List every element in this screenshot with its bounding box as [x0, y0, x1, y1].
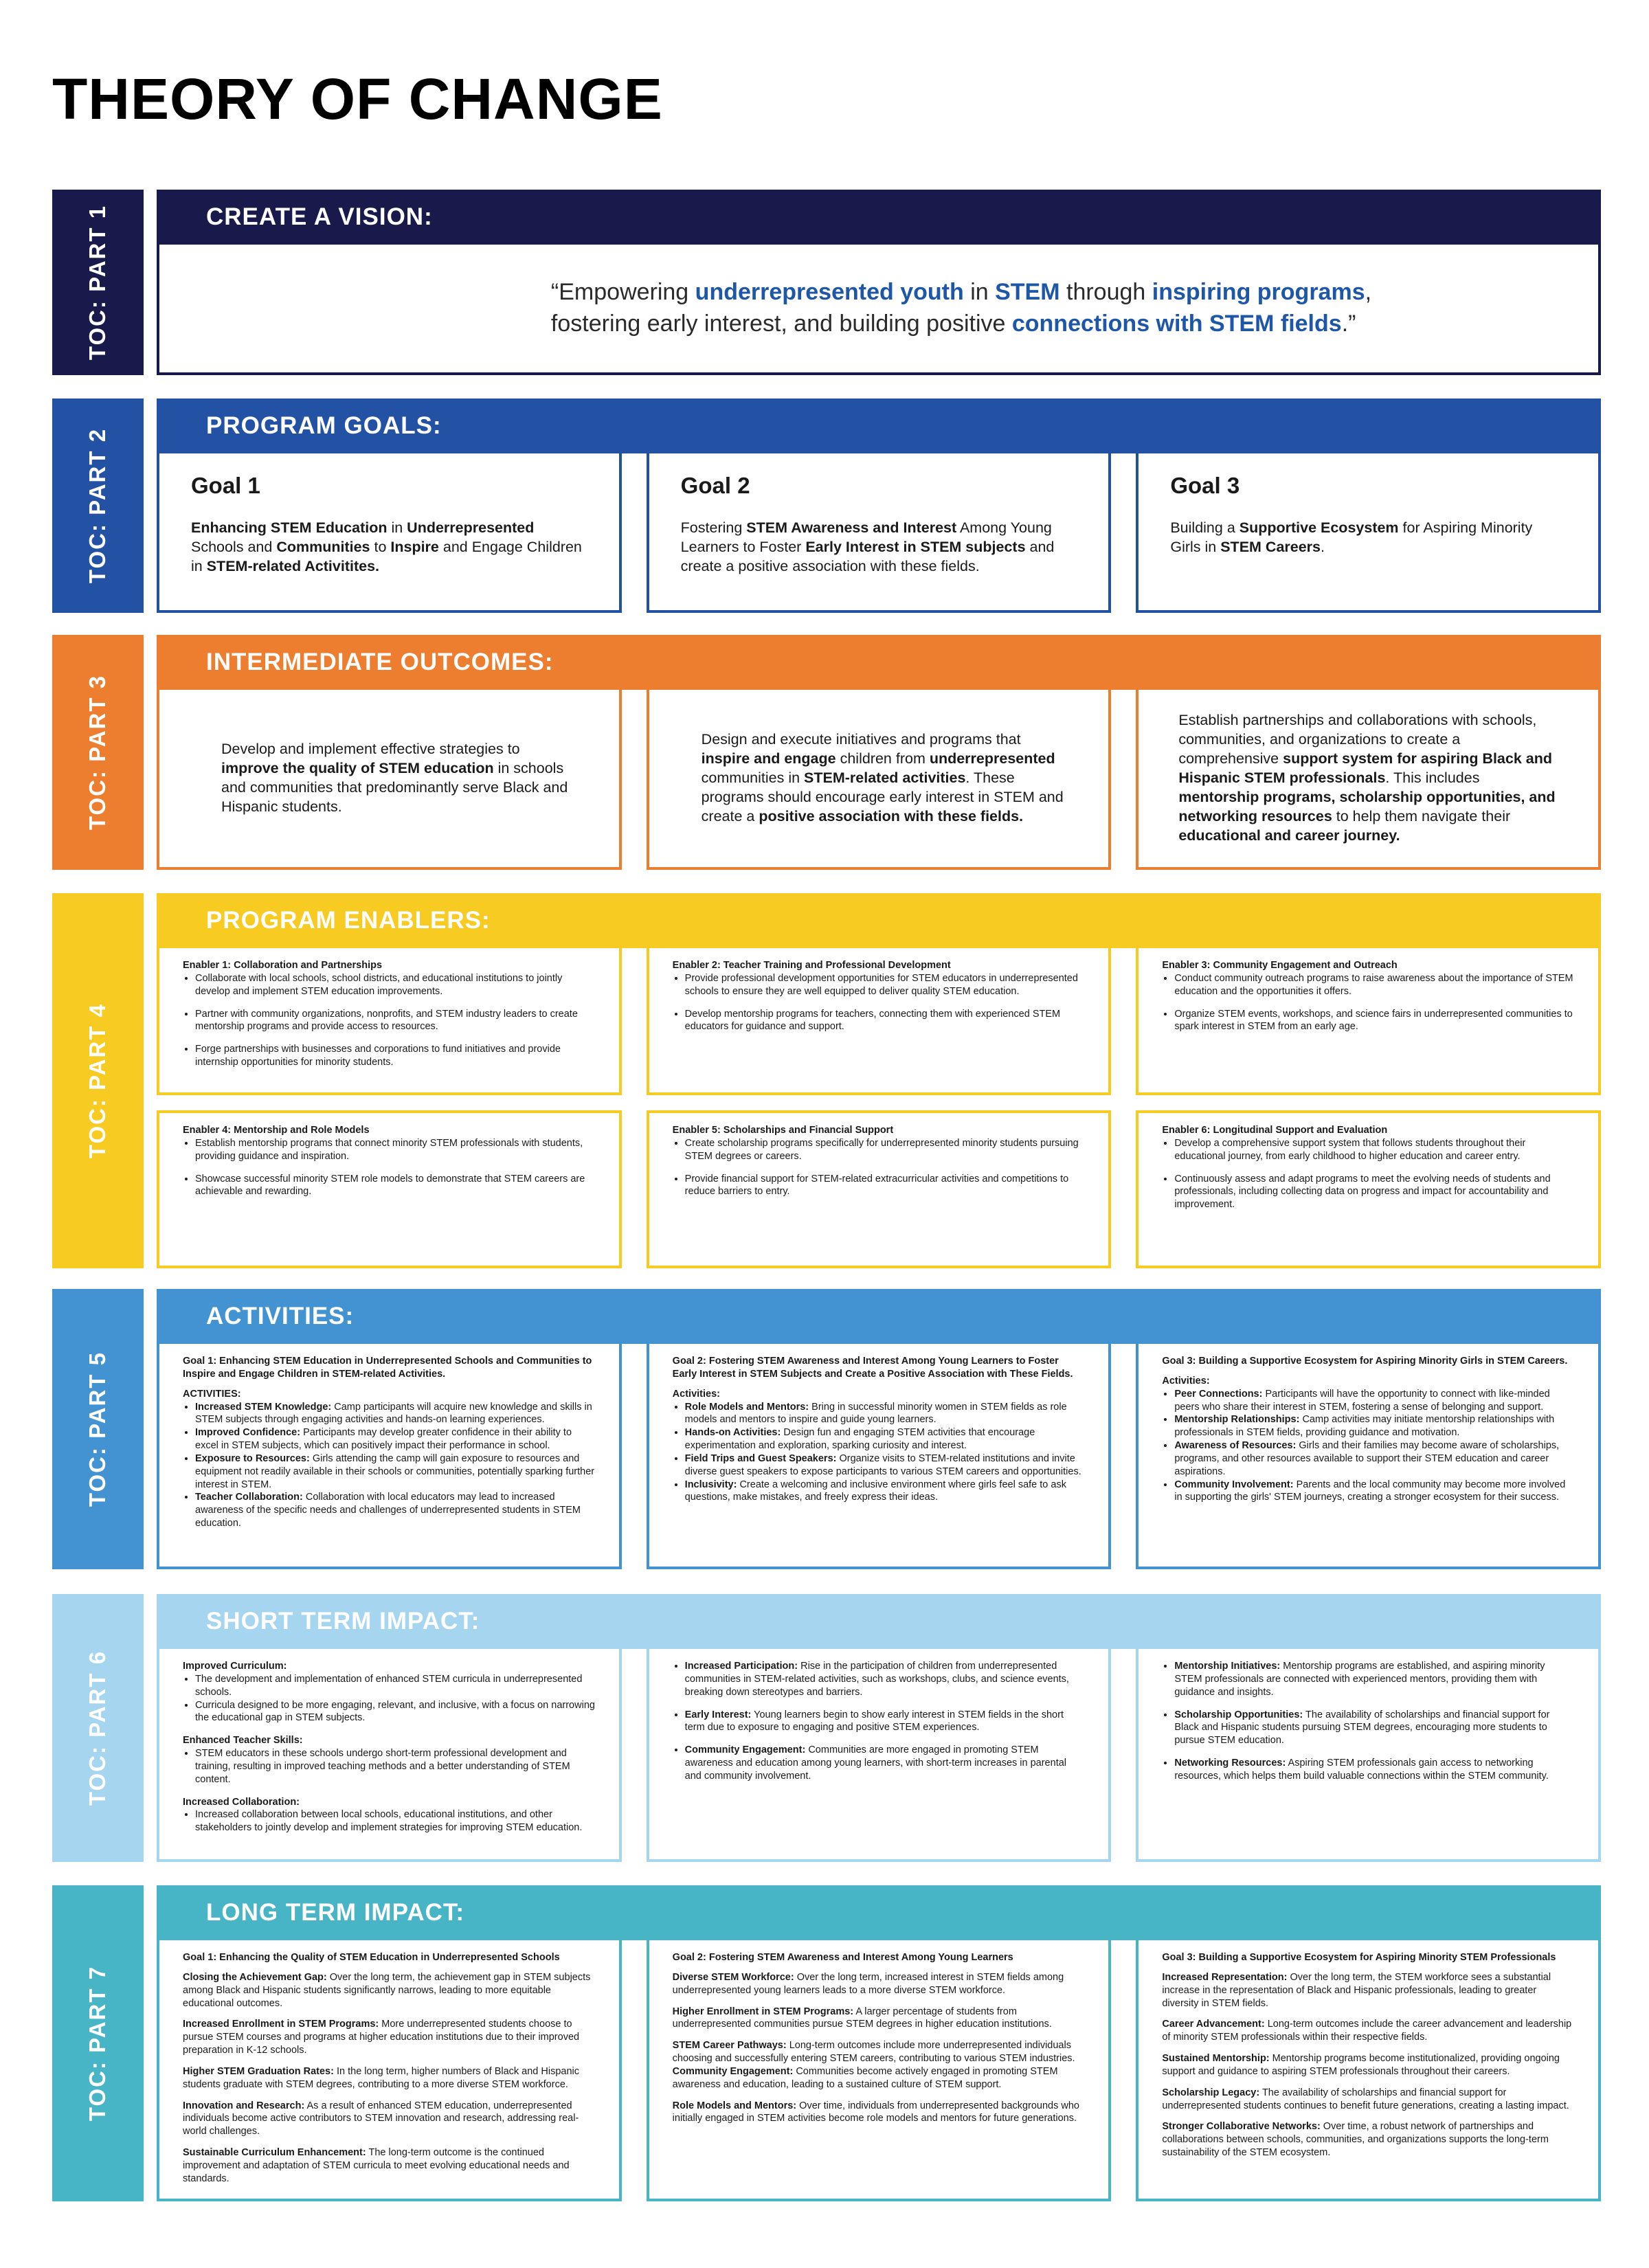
short-term-col-2-card: • Increased Participation: Rise in the participation of children from underrepresented communities in STEM-related activities, such as workshops, clubs, and science events, breaking down stereotypes and barriers. • Early Interest: Young learners begin to show early interest in STEM fields in the short term due to exposure to engaging and positive STEM experiences. • Community Engagement: Communities are more engaged in promoting STEM awareness and education among young learners, with short-term increases in parental and community involvement.: [647, 1649, 1112, 1862]
outcome-3-card: Establish partnerships and collaborations with schools, communities, and organizations to create a comprehensive support system for aspiring Black and Hispanic STEM professionals. This includes mentorship programs, scholarship opportunities, and networking resources to help them navigate their educational and career journey.: [1136, 690, 1601, 870]
toc-part-3: [52, 635, 1601, 870]
part-1-side-label: TOC: PART 1: [52, 190, 144, 375]
short-term-col-3-card: • Mentorship Initiatives: Mentorship programs are established, and aspiring minority STEM professionals are connected with experienced mentors, providing them with guidance and insights. • Scholarship Opportunities: The availability of scholarships and financial support for Black and Hispanic students pursuing STEM degrees, encouraging more students to pursue STEM education. • Networking Resources: Aspiring STEM professionals gain access to networking resources, which helps them build valuable connections within the STEM community.: [1136, 1649, 1601, 1862]
outcome-2-card: Design and execute initiatives and programs that inspire and engage children from underrepresented communities in STEM-related activities. These programs should encourage early interest in STEM and create a positive association with these fields.: [647, 690, 1112, 870]
enabler-5-card: Enabler 5: Scholarships and Financial Support • Create scholarship programs specifically for underrepresented minority students pursuing STEM degrees or careers. • Provide financial support for STEM-related extracurricular activities and competitions to reduce barriers to entry.: [647, 1110, 1112, 1268]
enabler-3-card: Enabler 3: Community Engagement and Outreach • Conduct community outreach programs to raise awareness about the importance of STEM education and the opportunities it offers. • Organize STEM events, workshops, and science fairs in underrepresented communities to spark interest in STEM from an early age.: [1136, 948, 1601, 1095]
toc-part-7: [52, 1885, 1601, 2201]
activities-header: ACTIVITIES:: [157, 1289, 1601, 1344]
short-term-impact-header: SHORT TERM IMPACT:: [157, 1594, 1601, 1649]
toc-part-5: [52, 1289, 1601, 1569]
program-goals-header: PROGRAM GOALS:: [157, 398, 1601, 453]
short-term-col-1-card: Improved Curriculum: • The development and implementation of enhanced STEM curricula in underrepresented schools. • Curricula designed to be more engaging, relevant, and inclusive, with a focus on narrowing the educational gap in STEM subjects. Enhanced Teacher Skills: • STEM educators in these schools undergo short-term professional development and training, resulting in improved teaching methods and a better understanding of STEM content. Increased Collaboration: • Increased collaboration between local schools, educational institutions, and other stakeholders to jointly develop and implement strategies for improving STEM education.: [157, 1649, 622, 1862]
vision-statement: “Empowering underrepresented youth in STEM through inspiring programs, fostering early interest, and building positive connections with STEM fields.”: [157, 245, 1601, 375]
page-title: THEORY OF CHANGE: [52, 67, 663, 131]
activities-goal-3-card: Goal 3: Building a Supportive Ecosystem for Aspiring Minority Girls in STEM Careers. Activities: • Peer Connections: Participants will have the opportunity to connect with like-minded peers who share their interest in STEM, fostering a sense of belonging and support. • Mentorship Relationships: Camp activities may initiate mentorship relationships with professionals in STEM fields, providing guidance and motivation. • Awareness of Resources: Girls and their families may become aware of scholarships, programs, and other resources available to support their STEM education and career aspirations. • Community Involvement: Parents and the local community may become more involved in supporting the girls' STEM journeys, creating a stronger ecosystem for their success.: [1136, 1344, 1601, 1569]
activities-goal-2-card: Goal 2: Fostering STEM Awareness and Interest Among Young Learners to Foster Early Interest in STEM Subjects and Create a Positive Association with These Fields. Activities: • Role Models and Mentors: Bring in successful minority women in STEM fields as role models and mentors to inspire and guide young learners. • Hands-on Activities: Design fun and engaging STEM activities that encourage experimentation and exploration, sparking curiosity and interest. • Field Trips and Guest Speakers: Organize visits to STEM-related institutions and invite diverse guest speakers to expose participants to various STEM careers and opportunities. • Inclusivity: Create a welcoming and inclusive environment where girls feel safe to ask questions, make mistakes, and freely express their ideas.: [647, 1344, 1112, 1569]
outcome-1-card: Develop and implement effective strategies to improve the quality of STEM education in schools and communities that predominantly serve Black and Hispanic students.: [157, 690, 622, 870]
long-term-goal-3-card: Goal 3: Building a Supportive Ecosystem for Aspiring Minority STEM Professionals Increased Representation: Over the long term, the STEM workforce sees a substantial increase in the representation of Black and Hispanic professionals, leading to greater diversity in STEM fields. Career Advancement: Long-term outcomes include the career advancement and leadership of minority STEM professionals within their respective fields. Sustained Mentorship: Mentorship programs become institutionalized, providing ongoing support and guidance to aspiring STEM professionals throughout their careers. Scholarship Legacy: The availability of scholarships and financial support for underrepresented students continues to benefit future generations, creating a lasting impact. Stronger Collaborative Networks: Over time, a robust network of partnerships and collaborations between schools, communities, and organizations supports the long-term sustainability of the STEM ecosystem.: [1136, 1940, 1601, 2201]
part-6-side-label: TOC: PART 6: [52, 1594, 144, 1862]
enabler-4-card: Enabler 4: Mentorship and Role Models • Establish mentorship programs that connect minority STEM professionals with students, providing guidance and inspiration. • Showcase successful minority STEM role models to demonstrate that STEM careers are achievable and rewarding.: [157, 1110, 622, 1268]
long-term-goal-1-card: Goal 1: Enhancing the Quality of STEM Education in Underrepresented Schools Closing the Achievement Gap: Over the long term, the achievement gap in STEM subjects among Black and Hispanic students significantly narrows, leading to more equitable educational outcomes. Increased Enrollment in STEM Programs: More underrepresented students choose to pursue STEM courses and programs at higher education institutions due to their improved preparation in K-12 schools. Higher STEM Graduation Rates: In the long term, higher numbers of Black and Hispanic students graduate with STEM degrees, contributing to a more diverse STEM workforce. Innovation and Research: As a result of enhanced STEM education, underrepresented individuals become active contributors to STEM innovation and research, addressing real-world challenges. Sustainable Curriculum Enhancement: The long-term outcome is the continued improvement and adaptation of STEM curricula to meet evolving educational needs and standards.: [157, 1940, 622, 2201]
program-enablers-header: PROGRAM ENABLERS:: [157, 893, 1601, 948]
long-term-goal-2-card: Goal 2: Fostering STEM Awareness and Interest Among Young Learners Diverse STEM Workforce: Over the long term, increased interest in STEM fields among underrepresented young learners leads to a more diverse STEM workforce. Higher Enrollment in STEM Programs: A larger percentage of students from underrepresented communities pursue STEM degrees in higher education institutions. STEM Career Pathways: Long-term outcomes include more underrepresented individuals choosing and successfully entering STEM careers, contributing to various STEM industries. Community Engagement: Communities become actively engaged in promoting STEM awareness and education, leading to a sustained culture of STEM support. Role Models and Mentors: Over time, individuals from underrepresented backgrounds who initially engaged in STEM activities become role models and mentors for future generations.: [647, 1940, 1112, 2201]
long-term-impact-header: LONG TERM IMPACT:: [157, 1885, 1601, 1940]
goal-3-card: Goal 3 Building a Supportive Ecosystem for Aspiring Minority Girls in STEM Careers.: [1136, 453, 1601, 613]
enabler-2-card: Enabler 2: Teacher Training and Professional Development • Provide professional development opportunities for STEM educators in underrepresented schools to ensure they are well equipped to deliver quality STEM education. • Develop mentorship programs for teachers, connecting them with experienced STEM educators for guidance and support.: [647, 948, 1112, 1095]
goal-2-card: Goal 2 Fostering STEM Awareness and Interest Among Young Learners to Foster Early Interest in STEM subjects and create a positive association with these fields.: [647, 453, 1112, 613]
part-5-side-label: TOC: PART 5: [52, 1289, 144, 1569]
part-4-side-label: TOC: PART 4: [52, 893, 144, 1268]
part-3-side-label: TOC: PART 3: [52, 635, 144, 870]
goal-1-card: Goal 1 Enhancing STEM Education in Underrepresented Schools and Communities to Inspire and Engage Children in STEM-related Activitites.: [157, 453, 622, 613]
toc-part-2: [52, 398, 1601, 613]
toc-part-4: [52, 893, 1601, 1268]
intermediate-outcomes-header: INTERMEDIATE OUTCOMES:: [157, 635, 1601, 690]
activities-goal-1-card: Goal 1: Enhancing STEM Education in Underrepresented Schools and Communities to Inspire and Engage Children in STEM-related Activities. ACTIVITIES: • Increased STEM Knowledge: Camp participants will acquire new knowledge and skills in STEM subjects through engaging activities and hands-on learning experiences. • Improved Confidence: Participants may develop greater confidence in their ability to excel in STEM subjects, which can positively impact their performance in school. • Exposure to Resources: Girls attending the camp will gain exposure to resources and equipment not readily available in their schools or communities, potentially sparking further interest in STEM. • Teacher Collaboration: Collaboration with local educators may lead to increased awareness of the specific needs and challenges of underrepresented students in STEM education.: [157, 1344, 622, 1569]
enabler-6-card: Enabler 6: Longitudinal Support and Evaluation • Develop a comprehensive support system that follows students throughout their educational journey, from early childhood to higher education and career entry. • Continuously assess and adapt programs to meet the evolving needs of students and professionals, including collecting data on progress and impact for accountability and improvement.: [1136, 1110, 1601, 1268]
toc-part-1: [52, 190, 1601, 375]
create-vision-header: CREATE A VISION:: [157, 190, 1601, 245]
enabler-1-card: Enabler 1: Collaboration and Partnerships • Collaborate with local schools, school districts, and educational institutions to jointly develop and implement STEM education improvements. • Partner with community organizations, nonprofits, and STEM industry leaders to create mentorship programs and provide access to resources. • Forge partnerships with businesses and corporations to fund initiatives and provide internship opportunities for minority students.: [157, 948, 622, 1095]
toc-part-6: [52, 1594, 1601, 1862]
part-2-side-label: TOC: PART 2: [52, 398, 144, 613]
part-7-side-label: TOC: PART 7: [52, 1885, 144, 2201]
